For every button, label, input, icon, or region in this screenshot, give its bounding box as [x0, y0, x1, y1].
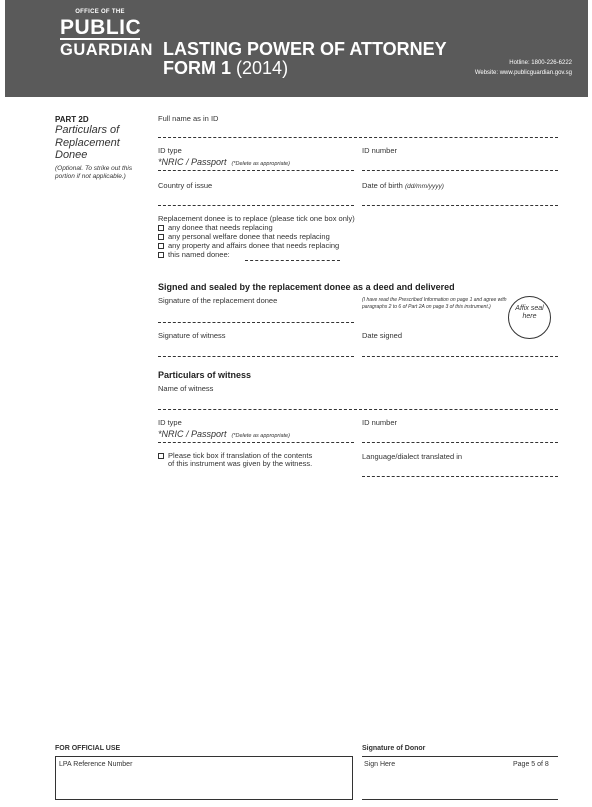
- id-type-options: *NRIC / Passport: [158, 157, 227, 167]
- affix-seal-circle: Affix seal here: [508, 296, 551, 339]
- dob-field[interactable]: [362, 205, 558, 206]
- witness-id-number-field[interactable]: [362, 442, 558, 443]
- donor-signature-top-rule: [362, 756, 558, 757]
- witness-delete-note: (*Delete as appropriate): [231, 433, 290, 439]
- logo-guardian-text: GUARDIAN: [60, 41, 153, 59]
- checkbox[interactable]: [158, 225, 164, 231]
- section-sidebar: [55, 115, 145, 181]
- donor-signature-line[interactable]: [362, 799, 558, 800]
- full-name-field[interactable]: [158, 137, 558, 138]
- date-signed-label: Date signed: [362, 331, 403, 340]
- checkbox[interactable]: [158, 252, 164, 258]
- translation-checkbox-option[interactable]: [158, 452, 312, 468]
- checkbox[interactable]: [158, 243, 164, 249]
- id-type-label: ID type: [158, 146, 182, 155]
- section-part-label: PART 2D: [55, 115, 89, 124]
- translation-line2: of this instrument was given by the witness.: [168, 459, 313, 468]
- delete-note: (*Delete as appropriate): [231, 161, 290, 167]
- official-use-box: [55, 756, 353, 800]
- witness-id-type-label: ID type: [158, 418, 182, 427]
- witness-id-number-label: ID number: [362, 418, 398, 427]
- form-title-line1: LASTING POWER OF ATTORNEY: [163, 39, 447, 59]
- signed-heading: Signed and sealed by the replacement donee as a deed and delivered: [158, 282, 455, 292]
- contact-info: [475, 58, 572, 78]
- website-text: Website: www.publicguardian.gov.sg: [474, 70, 572, 76]
- replacement-signature-field[interactable]: [158, 322, 354, 323]
- witness-id-type-value: [158, 429, 290, 439]
- named-donee-field[interactable]: [245, 260, 340, 261]
- option-label: any property and affairs donee that needs replacing: [168, 241, 340, 250]
- replace-heading: Replacement donee is to replace (please tick one box only): [158, 214, 355, 223]
- form-title: [163, 40, 447, 78]
- date-signed-field[interactable]: [362, 356, 558, 357]
- checkbox[interactable]: [158, 453, 164, 459]
- replace-option-named[interactable]: [158, 250, 230, 259]
- option-label: any personal welfare donee that needs replacing: [168, 232, 330, 241]
- section-title: Particulars of Replacement Donee: [55, 124, 120, 161]
- witness-id-type-options: *NRIC / Passport: [158, 429, 227, 439]
- country-field[interactable]: [158, 205, 354, 206]
- id-type-field[interactable]: [158, 170, 354, 171]
- dob-label-text: Date of birth: [362, 181, 403, 190]
- translation-line1: Please tick box if translation of the contents: [168, 451, 313, 460]
- witness-name-field[interactable]: [158, 409, 558, 410]
- logo-public-text: PUBLIC: [60, 16, 142, 39]
- form-title-line2: [163, 59, 447, 78]
- sign-here-label: Sign Here: [364, 761, 396, 768]
- witness-signature-field[interactable]: [158, 356, 354, 357]
- page-number: Page 5 of 8: [513, 761, 549, 768]
- replacement-signature-label: Signature of the replacement donee: [158, 296, 278, 305]
- logo-office-text: OFFICE OF THE: [75, 9, 125, 15]
- option-label: any donee that needs replacing: [168, 223, 273, 232]
- replace-option-any[interactable]: [158, 223, 273, 232]
- replace-option-welfare[interactable]: [158, 232, 330, 241]
- id-type-value: [158, 157, 290, 167]
- id-number-label: ID number: [362, 146, 398, 155]
- section-note: (Optional. To strike out this portion if not applicable.): [55, 164, 133, 180]
- option-label: this named donee:: [168, 250, 230, 259]
- form-number: FORM 1: [163, 58, 232, 78]
- language-label: Language/dialect translated in: [362, 452, 463, 461]
- dob-format: (dd/mm/yyyy): [404, 183, 444, 190]
- donor-signature-label: Signature of Donor: [362, 745, 426, 752]
- lpa-reference-label: LPA Reference Number: [59, 761, 133, 768]
- page-header: [5, 0, 588, 97]
- public-guardian-logo: [60, 9, 153, 60]
- replace-option-property[interactable]: [158, 241, 339, 250]
- checkbox[interactable]: [158, 234, 164, 240]
- declaration-text: (I have read the Prescribed Information on page 1 and agree with paragraphs 2 to 6 of Part 2A on page 3 of this instrument.): [362, 297, 507, 310]
- witness-id-type-field[interactable]: [158, 442, 354, 443]
- witness-name-label: Name of witness: [158, 384, 214, 393]
- translation-text: [168, 452, 312, 468]
- language-field[interactable]: [362, 476, 558, 477]
- id-number-field[interactable]: [362, 170, 558, 171]
- witness-heading: Particulars of witness: [158, 370, 252, 380]
- witness-signature-label: Signature of witness: [158, 331, 226, 340]
- country-label: Country of issue: [158, 181, 213, 190]
- hotline-text: Hotline: 1800-226-6222: [509, 60, 572, 66]
- full-name-label: Full name as in ID: [158, 114, 219, 123]
- dob-label: [362, 181, 444, 190]
- form-year: (2014): [236, 58, 289, 78]
- official-use-label: FOR OFFICIAL USE: [55, 745, 121, 752]
